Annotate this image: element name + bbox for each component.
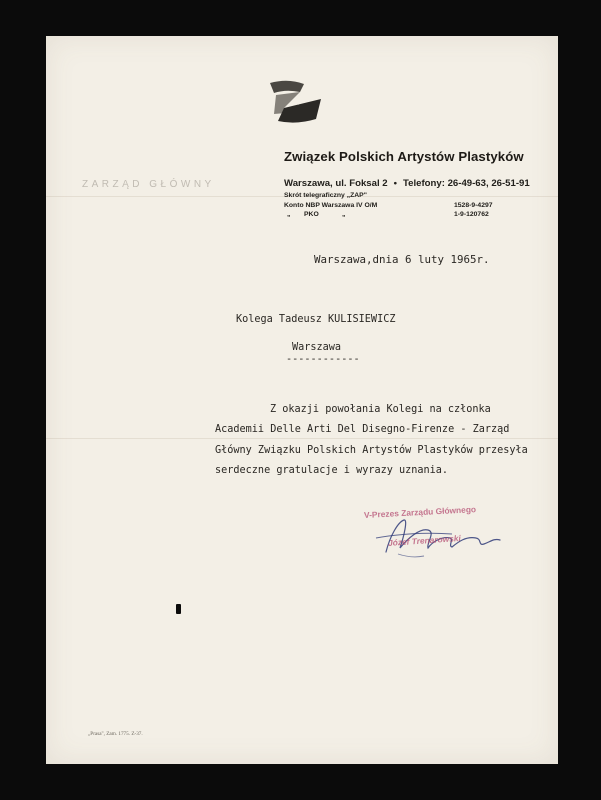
ditto-mark: „	[342, 211, 346, 218]
telegraph-line: Skrót telegraficzny „ZAP"	[284, 192, 367, 199]
body-line: Główny Związku Polskich Artystów Plastyków przesyła	[215, 445, 528, 456]
address-line	[284, 178, 530, 189]
department-label: ZARZĄD GŁÓWNY	[82, 179, 215, 190]
stamp-name: Józef Trenarowski	[387, 532, 462, 548]
separator-dot: •	[393, 178, 397, 189]
paper-fold	[46, 438, 558, 439]
zpap-logo-icon	[266, 77, 326, 127]
letter-sheet	[46, 36, 558, 764]
body-line: Z okazji powołania Kolegi na członka	[270, 404, 491, 415]
letter-date: Warszawa,dnia 6 luty 1965r.	[314, 253, 490, 266]
account-number: 1528-9-4297	[454, 202, 493, 209]
addressee-city: Warszawa	[292, 342, 342, 353]
ditto-mark: „	[287, 211, 291, 218]
organization-name: Związek Polskich Artystów Plastyków	[284, 149, 524, 164]
pko-number: 1-9-120762	[454, 211, 489, 218]
account-label: Konto NBP Warszawa IV O/M	[284, 202, 378, 209]
stamp-title: V-Prezes Zarządu Głównego	[363, 504, 477, 520]
phones: Telefony: 26-49-63, 26-51-91	[402, 178, 530, 189]
body-line: Academii Delle Arti Del Disegno-Firenze - Zarząd	[215, 424, 510, 435]
punch-hole	[176, 604, 181, 614]
account-line	[284, 202, 493, 209]
city-underline: ------------	[286, 354, 360, 365]
address: Warszawa, ul. Foksal 2	[284, 178, 388, 189]
body-line: serdeczne gratulacje i wyrazy uznania.	[215, 465, 449, 476]
pko-label: PKO	[304, 211, 319, 218]
printer-mark: „Prasa", Zam. 1775. Z-37.	[88, 731, 143, 737]
addressee: Kolega Tadeusz KULISIEWICZ	[236, 314, 396, 325]
